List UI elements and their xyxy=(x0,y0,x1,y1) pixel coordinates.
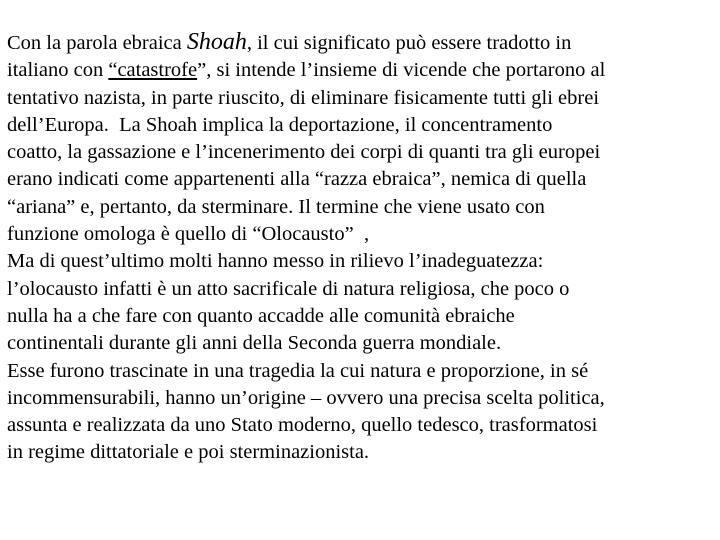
text-segment: italiano con xyxy=(7,59,109,82)
text-line: erano indicati come appartenenti alla “razza ebraica”, nemica di quella xyxy=(7,168,587,191)
text-segment: ”, si intende l’insieme di vicende che portarono al xyxy=(197,59,606,82)
text-line: incommensurabili, hanno un’origine – ovvero una precisa scelta politica, xyxy=(7,386,605,409)
text-line: coatto, la gassazione e l’incenerimento dei corpi di quanti tra gli europei xyxy=(7,141,601,164)
text-line: “ariana” e, pertanto, da sterminare. Il termine che viene usato con xyxy=(7,195,545,218)
text-line: nulla ha a che fare con quanto accadde alle comunità ebraiche xyxy=(7,304,515,327)
text-line: Esse furono trascinate in una tragedia la cui natura e proporzione, in sé xyxy=(7,359,589,382)
text-segment: Con la parola ebraica xyxy=(7,32,187,54)
text-line: funzione omologa è quello di “Olocausto” , xyxy=(7,223,370,246)
body-text xyxy=(7,29,715,467)
text-line: dell’Europa. La Shoah implica la deportazione, il concentramento xyxy=(7,113,553,136)
paragraph-olocausto xyxy=(7,248,715,357)
catastrofe-term: “catastrofe xyxy=(108,59,198,82)
paragraph-shoah-definition xyxy=(7,29,715,248)
text-line: l’olocausto infatti è un atto sacrificale di natura religiosa, che poco o xyxy=(7,277,570,300)
text-line: in regime dittatoriale e poi sterminazionista. xyxy=(7,441,370,464)
text-line: Ma di quest’ultimo molti hanno messo in rilievo l’inadeguatezza: xyxy=(7,250,544,273)
text-segment: , il cui significato può essere tradotto in xyxy=(246,32,572,54)
shoah-term: Shoah xyxy=(186,29,247,55)
text-line xyxy=(7,29,715,57)
text-line: continentali durante gli anni della Seconda guerra mondiale. xyxy=(7,332,502,355)
paragraph-tragedy xyxy=(7,358,715,467)
text-line: tentativo nazista, in parte riuscito, di eliminare fisicamente tutti gli ebrei xyxy=(7,86,600,109)
text-line xyxy=(7,57,715,84)
text-line: assunta e realizzata da uno Stato moderno, quello tedesco, trasformatosi xyxy=(7,414,598,437)
